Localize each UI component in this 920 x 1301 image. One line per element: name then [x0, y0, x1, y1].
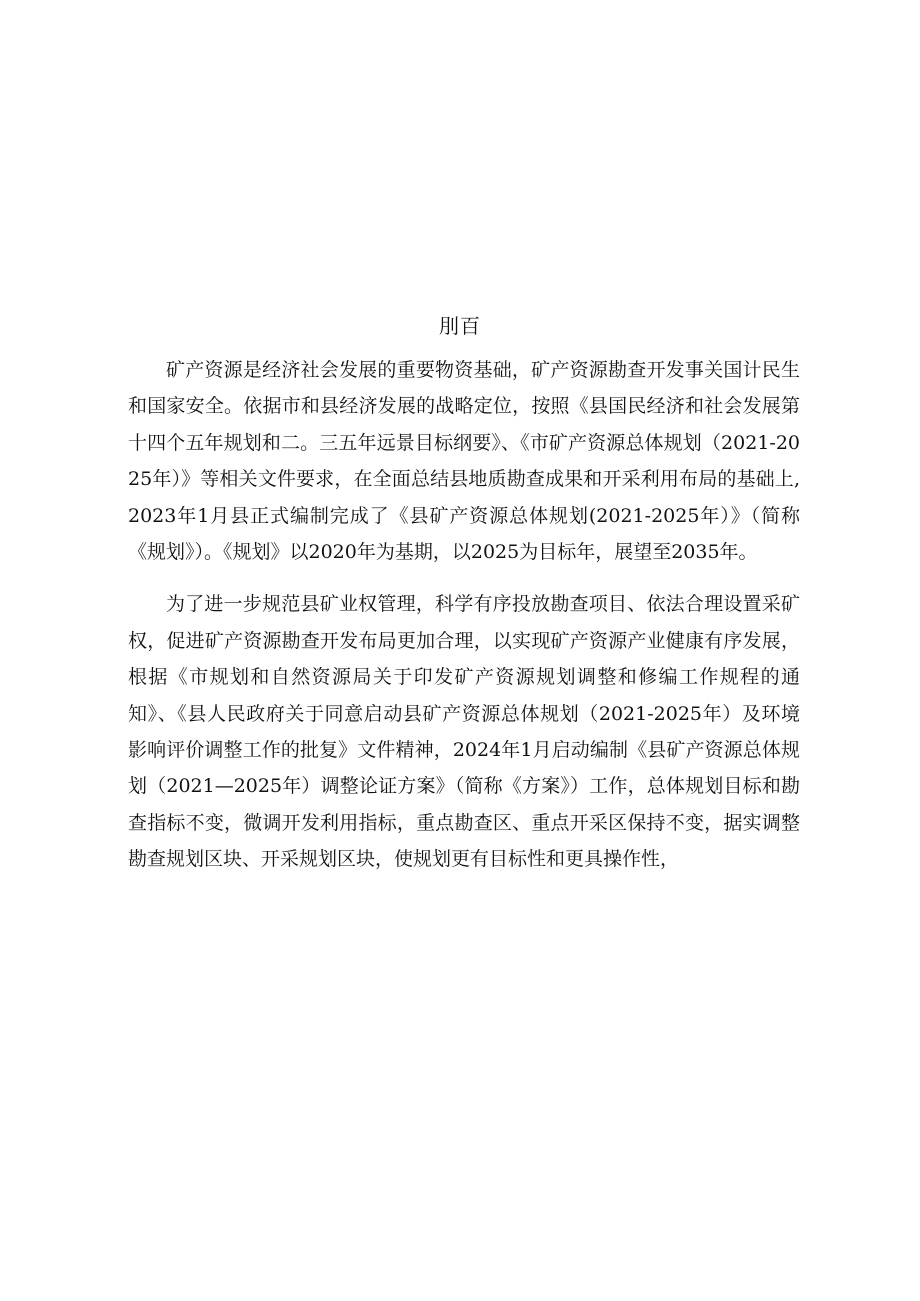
- document-body: [128, 352, 800, 878]
- page-title: 刖百: [439, 314, 481, 338]
- paragraph-intro: 矿产资源是经济社会发展的重要物资基础，矿产资源勘查开发事关国计民生和国家安全。依据市和县经济发展的战略定位，按照《县国民经济和社会发展第十四个五年规划和二。三五年远景目标纲要》、《市矿产资源总体规划（2021-2025年）》等相关文件要求，在全面总结县地质勘查成果和开采利用布局的基础上,2023年1月县正式编制完成了《县矿产资源总体规划(2021-2025年）》（简称《规划》）。《规划》以2020年为基期，以2025为目标年，展望至2035年。: [128, 359, 800, 564]
- paragraph-purpose: 为了进一步规范县矿业权管理，科学有序投放勘查项目、依法合理设置采矿权，促进矿产资源勘查开发布局更加合理，以实现矿产资源产业健康有序发展，根据《市规划和自然资源局关于印发矿产资源规划调整和修编工作规程的通知》、《县人民政府关于同意启动县矿产资源总体规划（2021-2025年）及环境影响评价调整工作的批复》文件精神，2024年1月启动编制《县矿产资源总体规划（2021—2025年）调整论证方案》（简称《方案》）工作，总体规划目标和勘查指标不变，微调开发利用指标，重点勘查区、重点开采区保持不变，据实调整勘查规划区块、开采规划区块，使规划更有目标性和更具操作性，: [128, 593, 800, 871]
